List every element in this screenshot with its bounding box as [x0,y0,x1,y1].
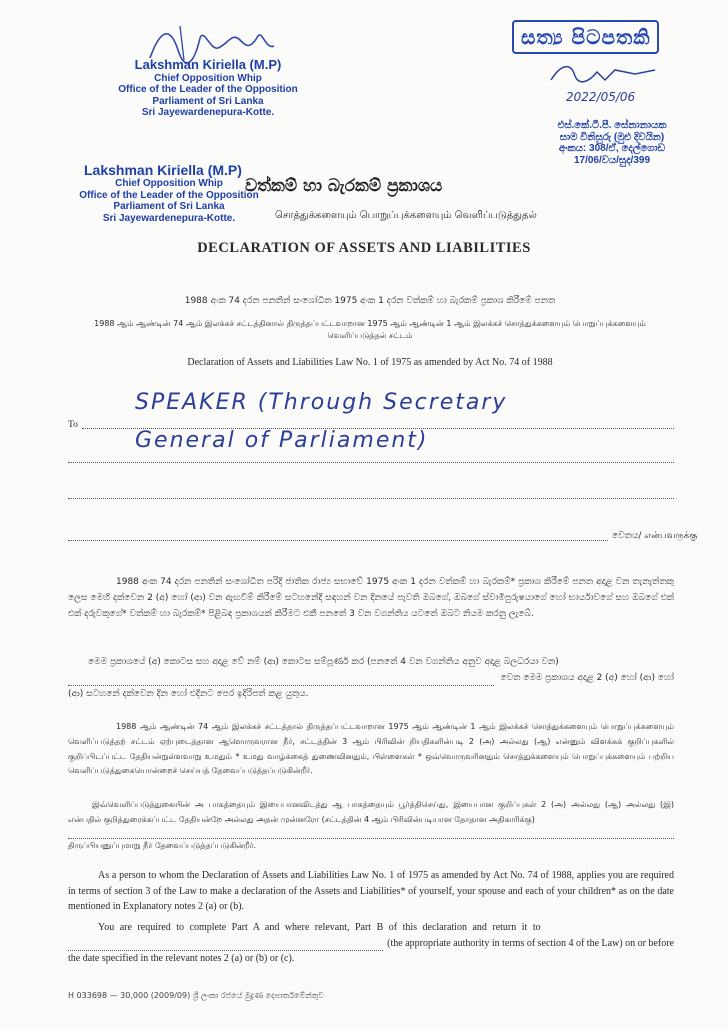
stamp-line: Office of the Leader of the Opposition [79,189,259,201]
law-tamil-line: 1988 ஆம் ஆண்டின் 74 ஆம் இலக்கச் சட்டத்தினால் திருத்தப்பட்டவாறான 1975 ஆம் ஆண்டின் 1 ஆம் இலக்கச் சொத்துக்களையும் பொறுப்புக்களையும் [94,319,646,328]
to-line-4 [68,540,608,541]
authority-blank-sinhala [68,673,494,686]
paragraph-english-2 [68,920,674,967]
opposition-whip-stamp-mid [64,162,274,224]
paragraph-tamil-2 [68,798,674,853]
law-reference-tamil [40,318,700,343]
stamp-line: Sri Jayewardenepura-Kotte. [102,212,236,224]
paragraph-sinhala-2 [68,654,674,703]
para-sinhala-2-line: මෙම ප්‍රකාශයේ (අ) කොටස සහ අදාළ වේ නම් (ආ) කොටස සම්පූර්ණ කර (පනතේ 4 වන වගන්තිය අනුව අදාළ බලධරයා වන) [88,657,559,667]
to-line-3 [68,498,674,499]
to-line-2 [68,462,674,463]
para-tamil-2-line [68,828,674,839]
stamp-name: Lakshman Kiriella (M.P) [134,57,282,72]
print-footer: H 033698 — 30,000 (2009/09) ශ්‍රී ලංකා රජයේ මුද්‍රණ දෙපාර්තමේන්තුව [68,991,324,1000]
justice-of-peace-seal [522,120,702,166]
stamp-name: Lakshman Kiriella (M.P) [84,162,242,178]
seal-line: එස්.කේ.ටී.පී. සේනානායක [557,120,667,131]
addressee-handwritten-2: General of Parliament) [135,428,429,453]
certifier-signature [545,58,665,92]
stamp-line: Chief Opposition Whip [115,178,223,190]
para-english-2-tail: (the appropriate authority in terms of section 4 of the Law) on or before [387,937,674,949]
to-label: To [68,420,78,430]
paragraph-tamil-1: 1988 ஆம் ஆண்டின் 74 ஆம் இலக்கச் சட்டத்தால் திருத்தப்பட்டவாறான 1975 ஆம் ஆண்டின் 1 ஆம் இலக்கச் சொத்துக்களையும் பொறுப்புக்களையும் வெளிப்படுத்தற் சட்டம் ஏற்புடைத்தான ஆளொருவரான நீர், சட்டத்தின் 3 ஆம் பிரிவின் நியதிகளின்படி 2 (அ) அல்லது (ஆ) என்னும் விளக்கக் குறிப்புகளில் குறிப்பிடப்பட்ட தேதியன்றுள்ளவாறு உமதும் * உமது வாழ்க்கைத் துணைவினதும், பிள்ளைகள் * ஒவ்வொருவரினதும் சொத்துக்களையும் பொறுப்புக்களையும் பற்றிய வெளிப்படுத்துகையொன்றைச் செய்யத் தேவைப்படுத்தப்படுகின்றீர். [68,722,674,776]
stamp-line: Chief Opposition Whip [154,72,262,84]
stamp-line: Sri Jayewardenepura-Kotte. [141,107,275,119]
para-sinhala-2-tail: වෙත මෙම ප්‍රකාශය අදාළ 2 (අ) හෝ (ආ) හෝ [500,673,674,684]
para-tamil-2-line: இவ்வெளிப்படுத்துகையின் அ பாகத்தையும் இயைபானவிடத்து ஆ பாகத்தையும் பூர்த்திசெய்து, இயைபான குறிப்புகள் 2 (அ) அல்லது (ஆ) அல்லது (இ) என்பதில் குறித்துரைக்கப்பட்ட தேதியன்றே அல்லது அதன் முன்னரோ (சட்டத்தின் 4 ஆம் பிரிவின்படியான தோதான அதிகாரிக்கு) [68,800,674,824]
paragraph-sinhala-1: 1988 අංක 74 දරන පනතින් සංශෝධිත පරිදි ජාතික රාජ්‍ය සභාවේ 1975 අංක 1 දරන වත්කම් හා බැරකම්* ප්‍රකාශ කිරීමේ පනත අදාළ වන තැනැත්තකු ලෙස මෙහි දක්වෙන 2 (අ) හෝ (ආ) වන ඇඟවීම් කිරීමේ සටහනේදී සඳහන් වන දිනයේ පැවති ඔබගේ, ඔබගේ ස්වාමිපුරුෂයාගේ හෝ භාර්යාවගේ සහ ඔබගේ එක් එක් දරුවකුගේ* වත්කම් හා බැරකම්* පිළිබඳ ප්‍රකාශයක් කිරීමට එකී පනතේ 3 වන වගන්තිය යටතේ ඔබට නියම කරනු ලැබේ. [68,577,674,620]
law-reference-sinhala: 1988 අංක 74 දරන පනතින් සංශෝධිත 1975 අංක 1 දරන වත්කම් හා බැරකම් ප්‍රකාශ කිරීමේ පනත [184,296,556,306]
seal-line: සාම විනිසුරු (මුළු දිවයින) [559,131,665,143]
opposition-whip-stamp-top [108,58,308,119]
certified-date: 2022/05/06 [566,90,636,104]
para-english-2-line [68,936,674,952]
to-suffix: වෙතය/ என்பவருக்கு [612,531,698,541]
paragraph-english-1: As a person to whom the Declaration of Assets and Liabilities Law No. 1 of 1975 as amended by Act No. 74 of 1988, applies you are required in terms of section 3 of the Law to make a declaration of the Assets and Liabilities* of yourself, your spouse and each of your children* as on the date mentioned in Explanatory notes 2 (a) or (b). [68,870,674,912]
stamp-line: Parliament of Sri Lanka [152,95,264,107]
para-tamil-2-line: திருப்பியனுப்புமாறு நீர் தேவைப்படுத்தப்படுகின்றீர். [68,840,257,850]
addressee-handwritten-1: SPEAKER (Through Secretary [135,390,508,415]
authority-blank-english [68,938,383,951]
seal-line: අංකය: 308/ඒ, දෙල්ගොඩ [558,143,666,154]
title-sinhala: වත්කම් හා බැරකම් ප්‍රකාශය [245,176,443,196]
law-reference-english: Declaration of Assets and Liabilities Law No. 1 of 1975 as amended by Act No. 74 of 1988 [187,357,553,368]
title-tamil: சொத்துக்களையும் பொறுப்புக்களையும் வெளிப்படுத்துதல் [275,210,537,221]
para-english-2-line: You are required to complete Part A and where relevant, Part B of this declaration and return it to [98,922,541,933]
title-english: DECLARATION OF ASSETS AND LIABILITIES [197,240,531,256]
para-english-2-line: the date specified in the relevant notes 2 (a) or (b) or (c). [68,953,295,964]
para-sinhala-2-line: (ආ) සටහනේ දක්වෙන දින හෝ එදිනට පෙර ඉදිරිපත් කළ යුතුය. [68,689,309,700]
law-tamil-line: வெளிப்படுத்தல் சட்டம் [327,331,413,341]
stamp-line: Parliament of Sri Lanka [113,201,225,213]
stamp-line: Office of the Leader of the Opposition [118,84,298,96]
certified-copy-stamp: සත්‍ය පිටපතකි [512,20,659,54]
para-sinhala-2-line [68,670,674,686]
seal-line: 17/06/වය/සුද/399 [573,154,651,166]
